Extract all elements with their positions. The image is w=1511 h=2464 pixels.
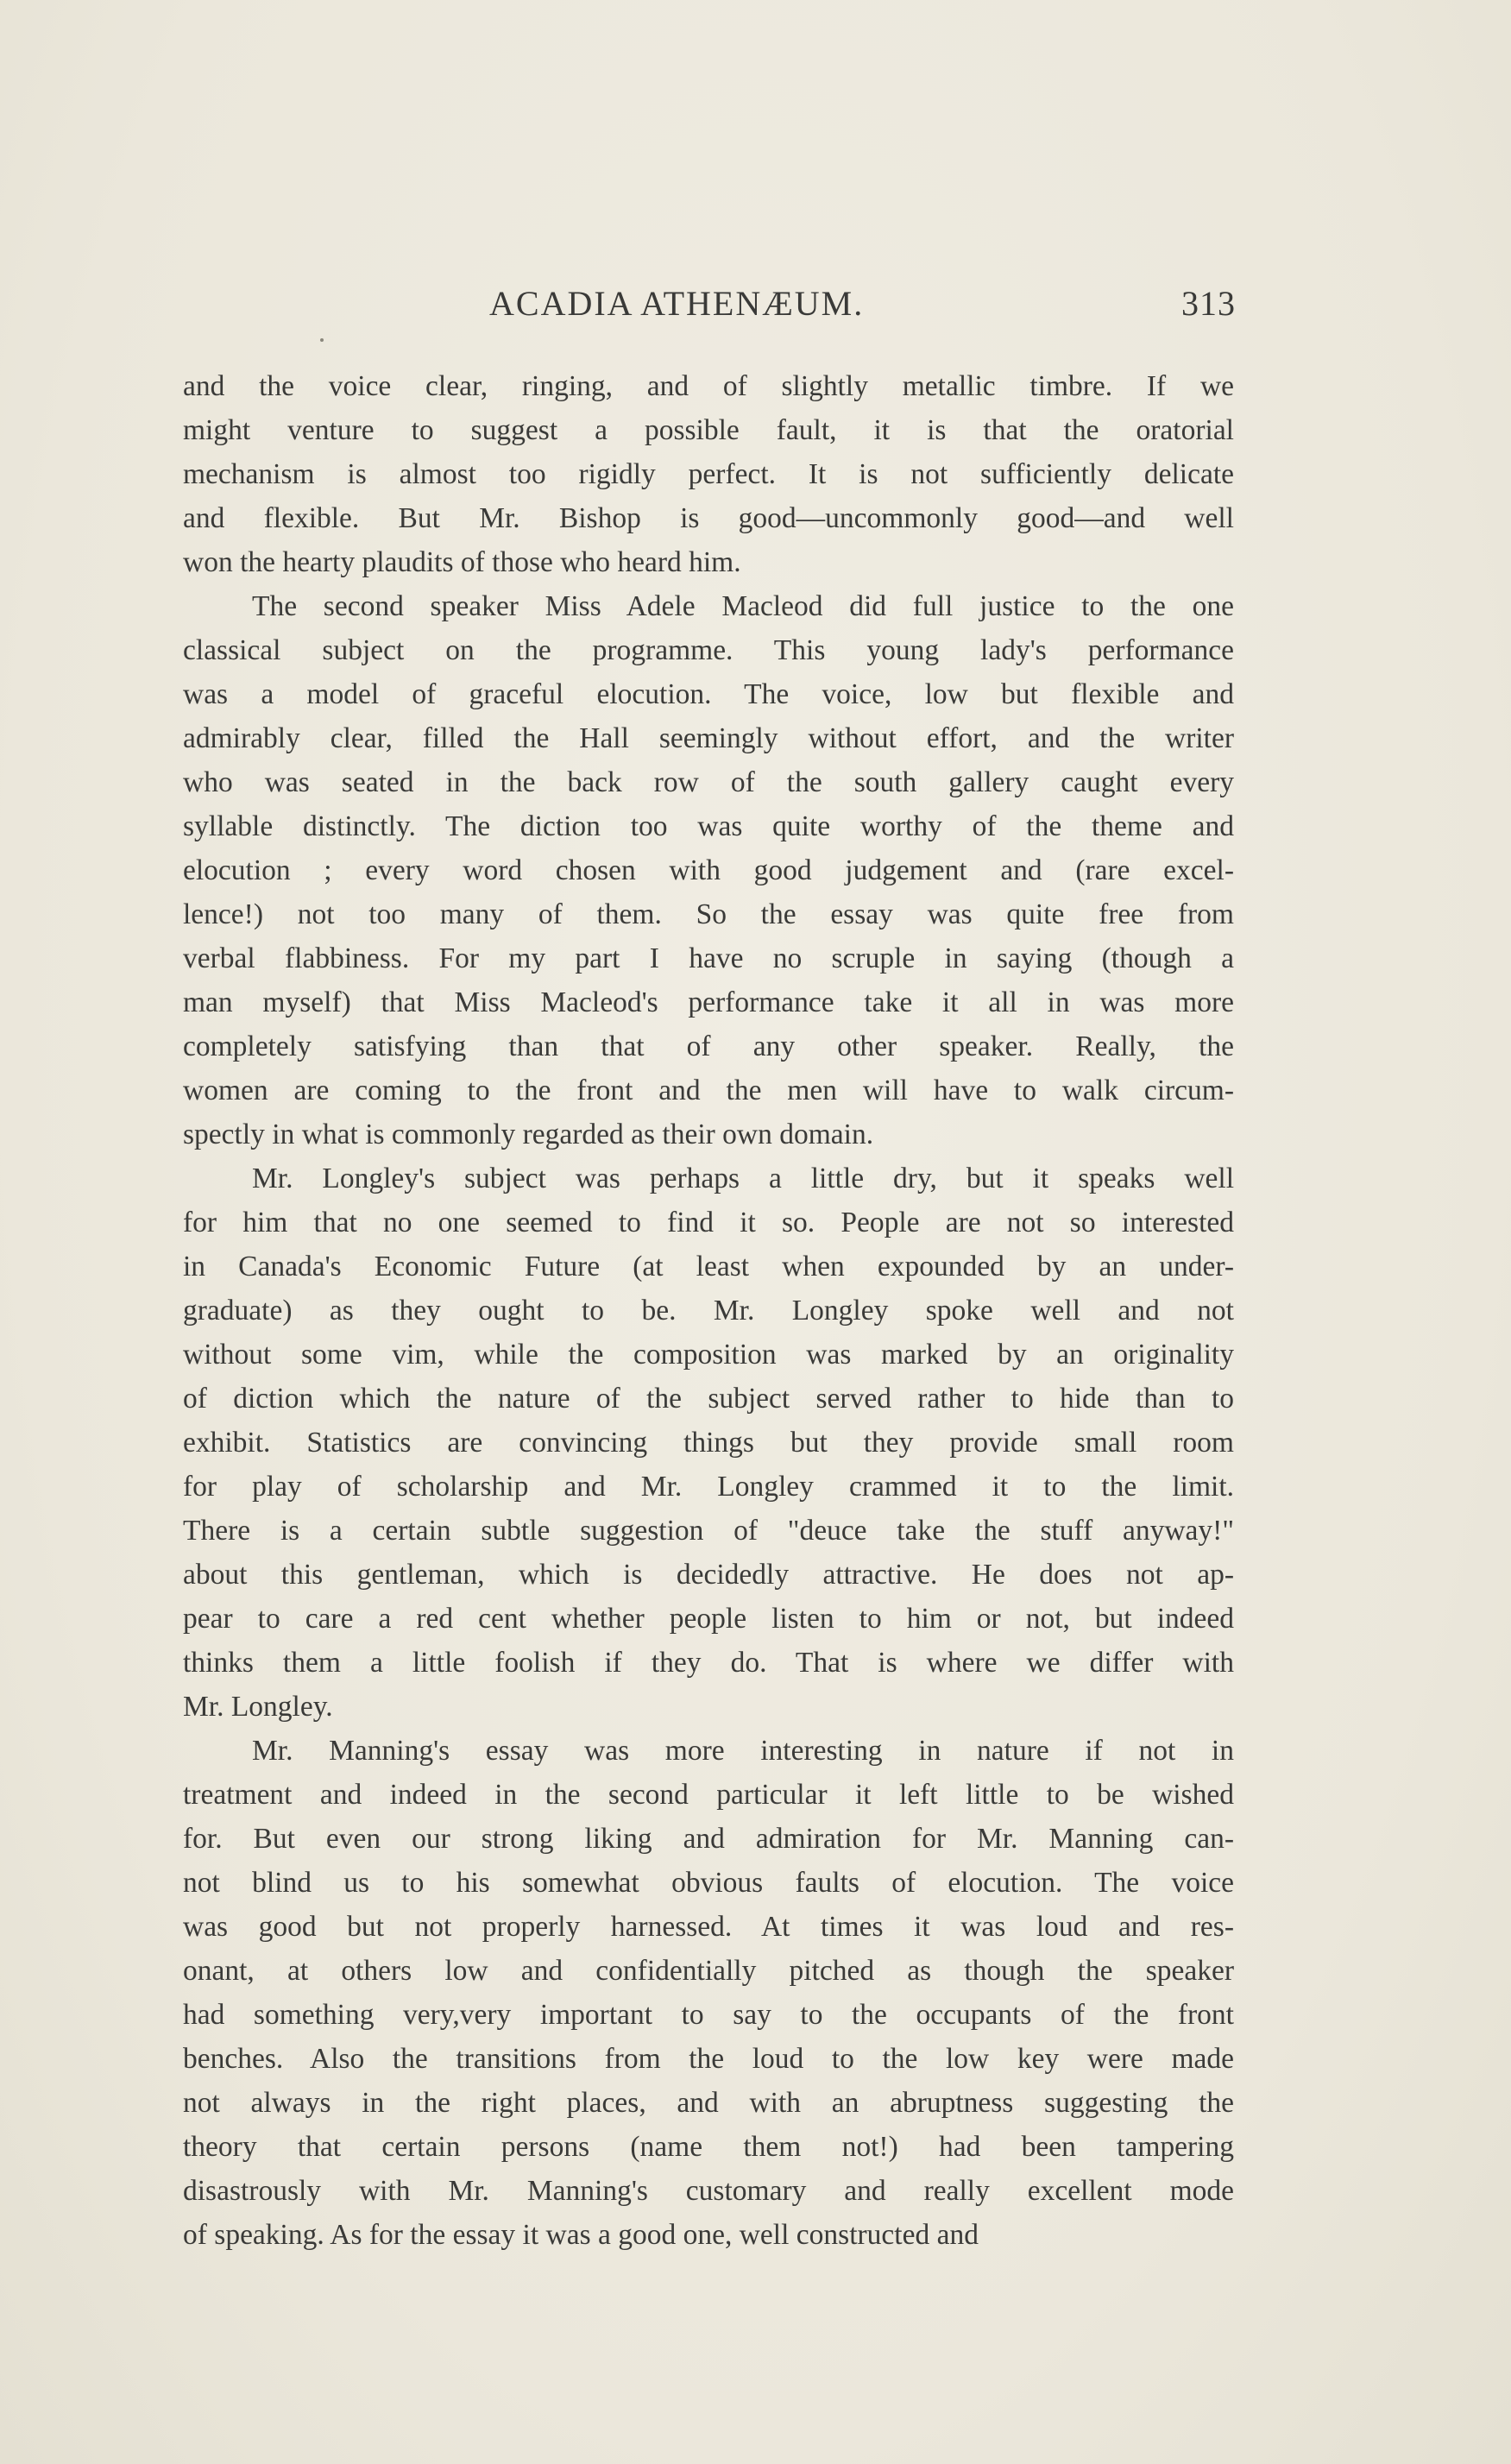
text-line: admirably clear, filled the Hall seemingly without effort, and the writer <box>183 722 1234 754</box>
running-head <box>183 278 1236 330</box>
text-line: onant, at others low and confidentially pitched as though the speaker <box>183 1955 1234 1987</box>
text-line: mechanism is almost too rigidly perfect. It is not sufficiently delicate <box>183 458 1234 490</box>
text-line: completely satisfying than that of any other speaker. Really, the <box>183 1030 1234 1062</box>
text-line: for play of scholarship and Mr. Longley crammed it to the limit. <box>183 1471 1234 1503</box>
text-line: pear to care a red cent whether people listen to him or not, but indeed <box>183 1603 1234 1635</box>
text-line: was good but not properly harnessed. At times it was loud and res- <box>183 1911 1234 1943</box>
text-line: of speaking. As for the essay it was a good one, well constructed and <box>183 2219 979 2251</box>
text-line: verbal flabbiness. For my part I have no scruple in saying (though a <box>183 942 1234 974</box>
text-line: graduate) as they ought to be. Mr. Longley spoke well and not <box>183 1295 1234 1327</box>
text-line: Mr. Longley. <box>183 1691 333 1723</box>
text-line: for him that no one seemed to find it so. People are not so interested <box>183 1207 1234 1238</box>
text-line: and the voice clear, ringing, and of slightly metallic timbre. If we <box>183 370 1234 402</box>
text-line: classical subject on the programme. This young lady's performance <box>183 634 1234 666</box>
text-line: spectly in what is commonly regarded as their own domain. <box>183 1119 874 1150</box>
paragraph <box>183 1156 1234 1729</box>
text-line: treatment and indeed in the second particular it left little to be wished <box>183 1779 1234 1811</box>
text-line: had something very,very important to say to the occupants of the front <box>183 1999 1234 2031</box>
text-line: without some vim, while the composition was marked by an originality <box>183 1339 1234 1371</box>
text-line: not blind us to his somewhat obvious faults of elocution. The voice <box>183 1867 1234 1899</box>
text-line: and flexible. But Mr. Bishop is good—uncommonly good—and well <box>183 502 1234 534</box>
text-line: elocution ; every word chosen with good judgement and (rare excel- <box>183 854 1234 886</box>
text-line: won the hearty plaudits of those who heard him. <box>183 546 741 578</box>
text-line: in Canada's Economic Future (at least when expounded by an under- <box>183 1251 1234 1282</box>
text-line: exhibit. Statistics are convincing things but they provide small room <box>183 1427 1234 1459</box>
text-line: Mr. Manning's essay was more interesting in nature if not in <box>252 1735 1234 1767</box>
text-line: was a model of graceful elocution. The voice, low but flexible and <box>183 678 1234 710</box>
text-line: Mr. Longley's subject was perhaps a little dry, but it speaks well <box>252 1163 1234 1194</box>
ink-speck <box>320 338 324 342</box>
text-line: might venture to suggest a possible fault, it is that the oratorial <box>183 414 1234 446</box>
text-line: who was seated in the back row of the south gallery caught every <box>183 766 1234 798</box>
paragraph <box>183 1729 1234 2257</box>
text-line: women are coming to the front and the men will have to walk circum- <box>183 1074 1234 1106</box>
journal-title: ACADIA ATHENÆUM. <box>489 284 865 323</box>
text-line: theory that certain persons (name them not!) had been tampering <box>183 2131 1234 2163</box>
text-line: benches. Also the transitions from the loud to the low key were made <box>183 2043 1234 2075</box>
paragraph <box>183 584 1234 1156</box>
text-line: There is a certain subtle suggestion of "deuce take the stuff anyway!" <box>183 1515 1234 1547</box>
page-number: 313 <box>1181 284 1236 323</box>
text-line: lence!) not too many of them. So the essay was quite free from <box>183 898 1234 930</box>
text-line: not always in the right places, and with an abruptness suggesting the <box>183 2087 1234 2119</box>
text-line: thinks them a little foolish if they do. That is where we differ with <box>183 1647 1234 1679</box>
text-line: for. But even our strong liking and admiration for Mr. Manning can- <box>183 1823 1234 1855</box>
text-line: The second speaker Miss Adele Macleod did full justice to the one <box>252 590 1234 622</box>
text-line: of diction which the nature of the subject served rather to hide than to <box>183 1383 1234 1415</box>
text-line: syllable distinctly. The diction too was quite worthy of the theme and <box>183 810 1234 842</box>
text-line: disastrously with Mr. Manning's customary and really excellent mode <box>183 2175 1234 2207</box>
text-line: about this gentleman, which is decidedly attractive. He does not ap- <box>183 1559 1234 1591</box>
text-line: man myself) that Miss Macleod's performance take it all in was more <box>183 986 1234 1018</box>
article-body <box>183 364 1234 2257</box>
paragraph <box>183 364 1234 584</box>
